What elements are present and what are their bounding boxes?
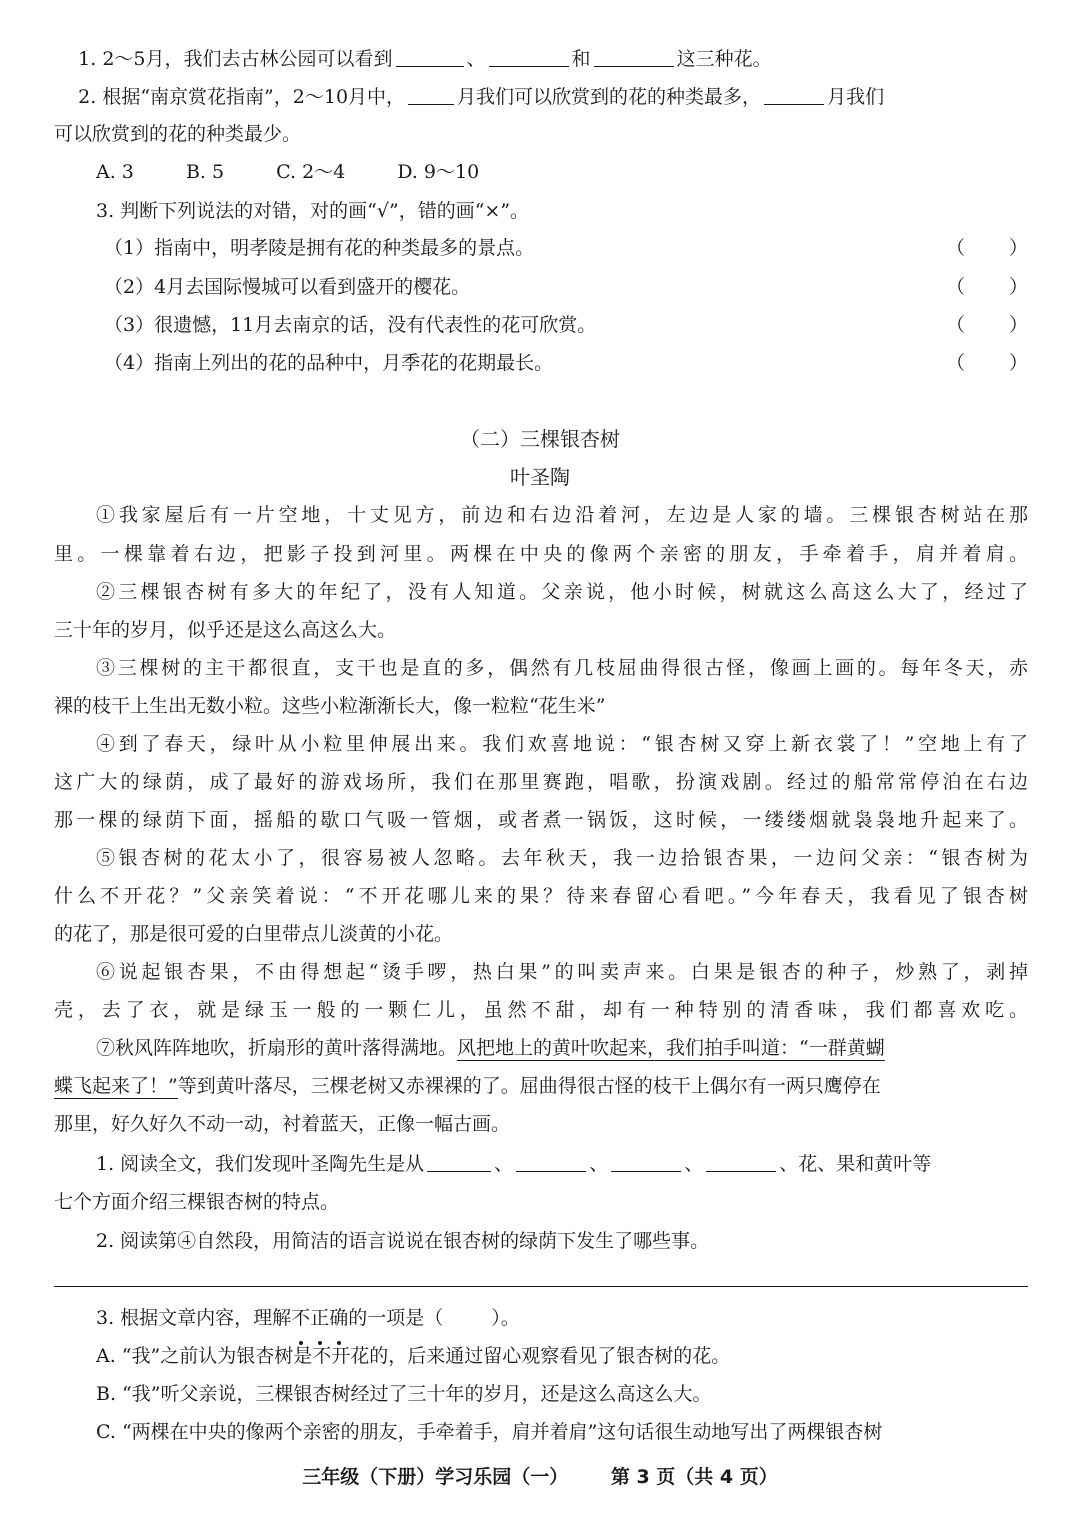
emphasis-char: 正 — [310, 1301, 329, 1335]
passage-line: 的花了，那是很可爱的白里带点儿淡黄的小花。 — [54, 923, 454, 945]
section-title: （二）三棵银杏树 — [460, 427, 620, 451]
judge-answer-1[interactable]: （ ） — [945, 237, 1028, 259]
answer-blank[interactable] — [594, 44, 674, 67]
passage-line: ③三棵树的主干都很直，支干也是直的多，偶然有几枝屈曲得很古怪，像画上画的。每年冬天，赤 — [96, 657, 1028, 679]
passage-line: 那一棵的绿荫下面，摇船的歇口气吸一管烟，或者煮一锅饭，这时候，一缕缕烟就袅袅地升起来了。 — [54, 809, 1028, 831]
answer-blank[interactable] — [706, 1149, 776, 1172]
option-c: C. 2～4 — [276, 161, 346, 183]
passage-line: 壳，去了衣，就是绿玉一般的一颗仁儿，虽然不甜，却有一种特别的清香味，我们都喜欢吃。 — [54, 999, 1028, 1021]
judge-answer-4[interactable]: （ ） — [945, 352, 1028, 374]
p1-question-1: 1. 2～5月，我们去古林公园可以看到 、 和 这三种花。 — [54, 42, 1028, 76]
option-b: B. 5 — [185, 161, 225, 183]
judge-answer-2[interactable]: （ ） — [945, 276, 1028, 298]
passage-line: 这广大的绿荫，成了最好的游戏场所，我们在那里赛跑，唱歌，扮演戏剧。经过的船常常停泊在右边 — [54, 771, 1028, 793]
p1-question-2-cont: 可以欣赏到的花的种类最少。 — [54, 123, 302, 145]
passage-line: ⑤银杏树的花太小了，很容易被人忽略。去年秋天，我一边拾银杏果，一边问父亲：“银杏树为 — [96, 847, 1028, 869]
p1-question-2: 2. 根据“南京赏花指南”，2～10月中， 月我们可以欣赏到的花的种类最多， 月我们 — [54, 80, 1028, 114]
author: 叶圣陶 — [510, 465, 570, 489]
answer-blank[interactable] — [396, 44, 464, 67]
p1-q2-options — [96, 155, 1028, 189]
passage-line: ①我家屋后有一片空地，十丈见方，前边和右边沿着河，左边是人家的墙。三棵银杏树站在那 — [96, 504, 1028, 526]
passage-line: ④到了春天，绿叶从小粒里伸展出来。我们欢喜地说：“银杏树又穿上新衣裳了！”空地上有了 — [96, 733, 1028, 755]
answer-blank[interactable] — [764, 82, 824, 105]
judge-item-4: （4）指南上列出的花的品种中，月季花的花期最长。 — [104, 352, 554, 374]
answer-blank[interactable] — [489, 44, 569, 67]
passage-line: 裸的枝干上生出无数小粒。这些小粒渐渐长大，像一粒粒“花生米” — [54, 695, 606, 717]
judge-item-1: （1）指南中，明孝陵是拥有花的种类最多的景点。 — [104, 237, 535, 259]
answer-blank[interactable] — [516, 1149, 586, 1172]
judge-item-3: （3）很遗憾，11月去南京的话，没有代表性的花可欣赏。 — [104, 314, 597, 336]
answer-line[interactable] — [54, 1286, 1028, 1287]
footer-page-number: 第 3 页（共 4 页） — [610, 1466, 778, 1488]
emphasis-char: 确 — [329, 1301, 348, 1335]
p2-question-1: 1. 阅读全文，我们发现叶圣陶先生是从 、 、 、 、花、果和黄叶等 — [96, 1147, 1028, 1181]
option-a: A. 3 — [96, 161, 134, 183]
p2-question-2: 2. 阅读第④自然段，用简洁的语言说说在银杏树的绿荫下发生了哪些事。 — [96, 1230, 710, 1252]
p1-question-3: 3. 判断下列说法的对错，对的画“√”，错的画“×”。 — [96, 200, 530, 222]
p2-q3-option-c: C. “两棵在中央的像两个亲密的朋友，手牵着手，肩并着肩”这句话很生动地写出了两棵银杏树 — [96, 1421, 883, 1443]
passage-line: ⑥说起银杏果，不由得想起“烫手啰，热白果”的叫卖声来。白果是银杏的种子，炒熟了，剥掉 — [96, 961, 1028, 983]
underlined-sentence: 风把地上的黄叶吹起来，我们拍手叫道：“一群黄蝴 — [457, 1037, 885, 1059]
answer-blank[interactable] — [611, 1149, 681, 1172]
p2-question-1-cont: 七个方面介绍三棵银杏树的特点。 — [54, 1191, 340, 1213]
option-d: D. 9～10 — [397, 161, 480, 183]
answer-blank[interactable] — [427, 1149, 491, 1172]
answer-blank[interactable] — [408, 82, 454, 105]
judge-answer-3[interactable]: （ ） — [945, 314, 1028, 336]
passage-line-p7: ⑦秋风阵阵地吹，折扇形的黄叶落得满地。风把地上的黄叶吹起来，我们拍手叫道：“一群黄蝴 — [96, 1037, 885, 1059]
judge-item-2: （2）4月去国际慢城可以看到盛开的樱花。 — [104, 276, 471, 298]
passage-line: 那里，好久好久不动一动，衬着蓝天，正像一幅古画。 — [54, 1113, 511, 1135]
passage-line: 什么不开花？”父亲笑着说：“不开花哪儿来的果？待来春留心看吧。”今年春天，我看见了银杏树 — [54, 885, 1028, 907]
passage-line: ②三棵银杏树有多大的年纪了，没有人知道。父亲说，他小时候，树就这么高这么大了，经过了 — [96, 581, 1028, 603]
passage-line-p7b: 蝶飞起来了！”等到黄叶落尽，三棵老树又赤裸裸的了。屈曲得很古怪的枝干上偶尔有一两只鹰停在 — [54, 1075, 881, 1097]
footer-book-title: 三年级（下册）学习乐园（一） — [302, 1466, 569, 1488]
p2-q3-option-b: B. “我”听父亲说，三棵银杏树经过了三十年的岁月，还是这么高这么大。 — [96, 1383, 712, 1405]
passage-line: 三十年的岁月，似乎还是这么高这么大。 — [54, 619, 397, 641]
page-footer — [0, 1462, 1080, 1492]
underlined-sentence: 蝶飞起来了！” — [54, 1075, 178, 1097]
emphasis-char: 不 — [291, 1301, 310, 1335]
p2-q3-option-a: A. “我”之前认为银杏树是不开花的，后来通过留心观察看见了银杏树的花。 — [96, 1345, 731, 1367]
passage-line: 里。一棵靠着右边，把影子投到河里。两棵在中央的像两个亲密的朋友，手牵着手，肩并着肩。 — [54, 543, 1028, 565]
p2-question-3: 3. 根据文章内容，理解不 正 确 的一项是（ ）。 — [96, 1301, 1028, 1335]
